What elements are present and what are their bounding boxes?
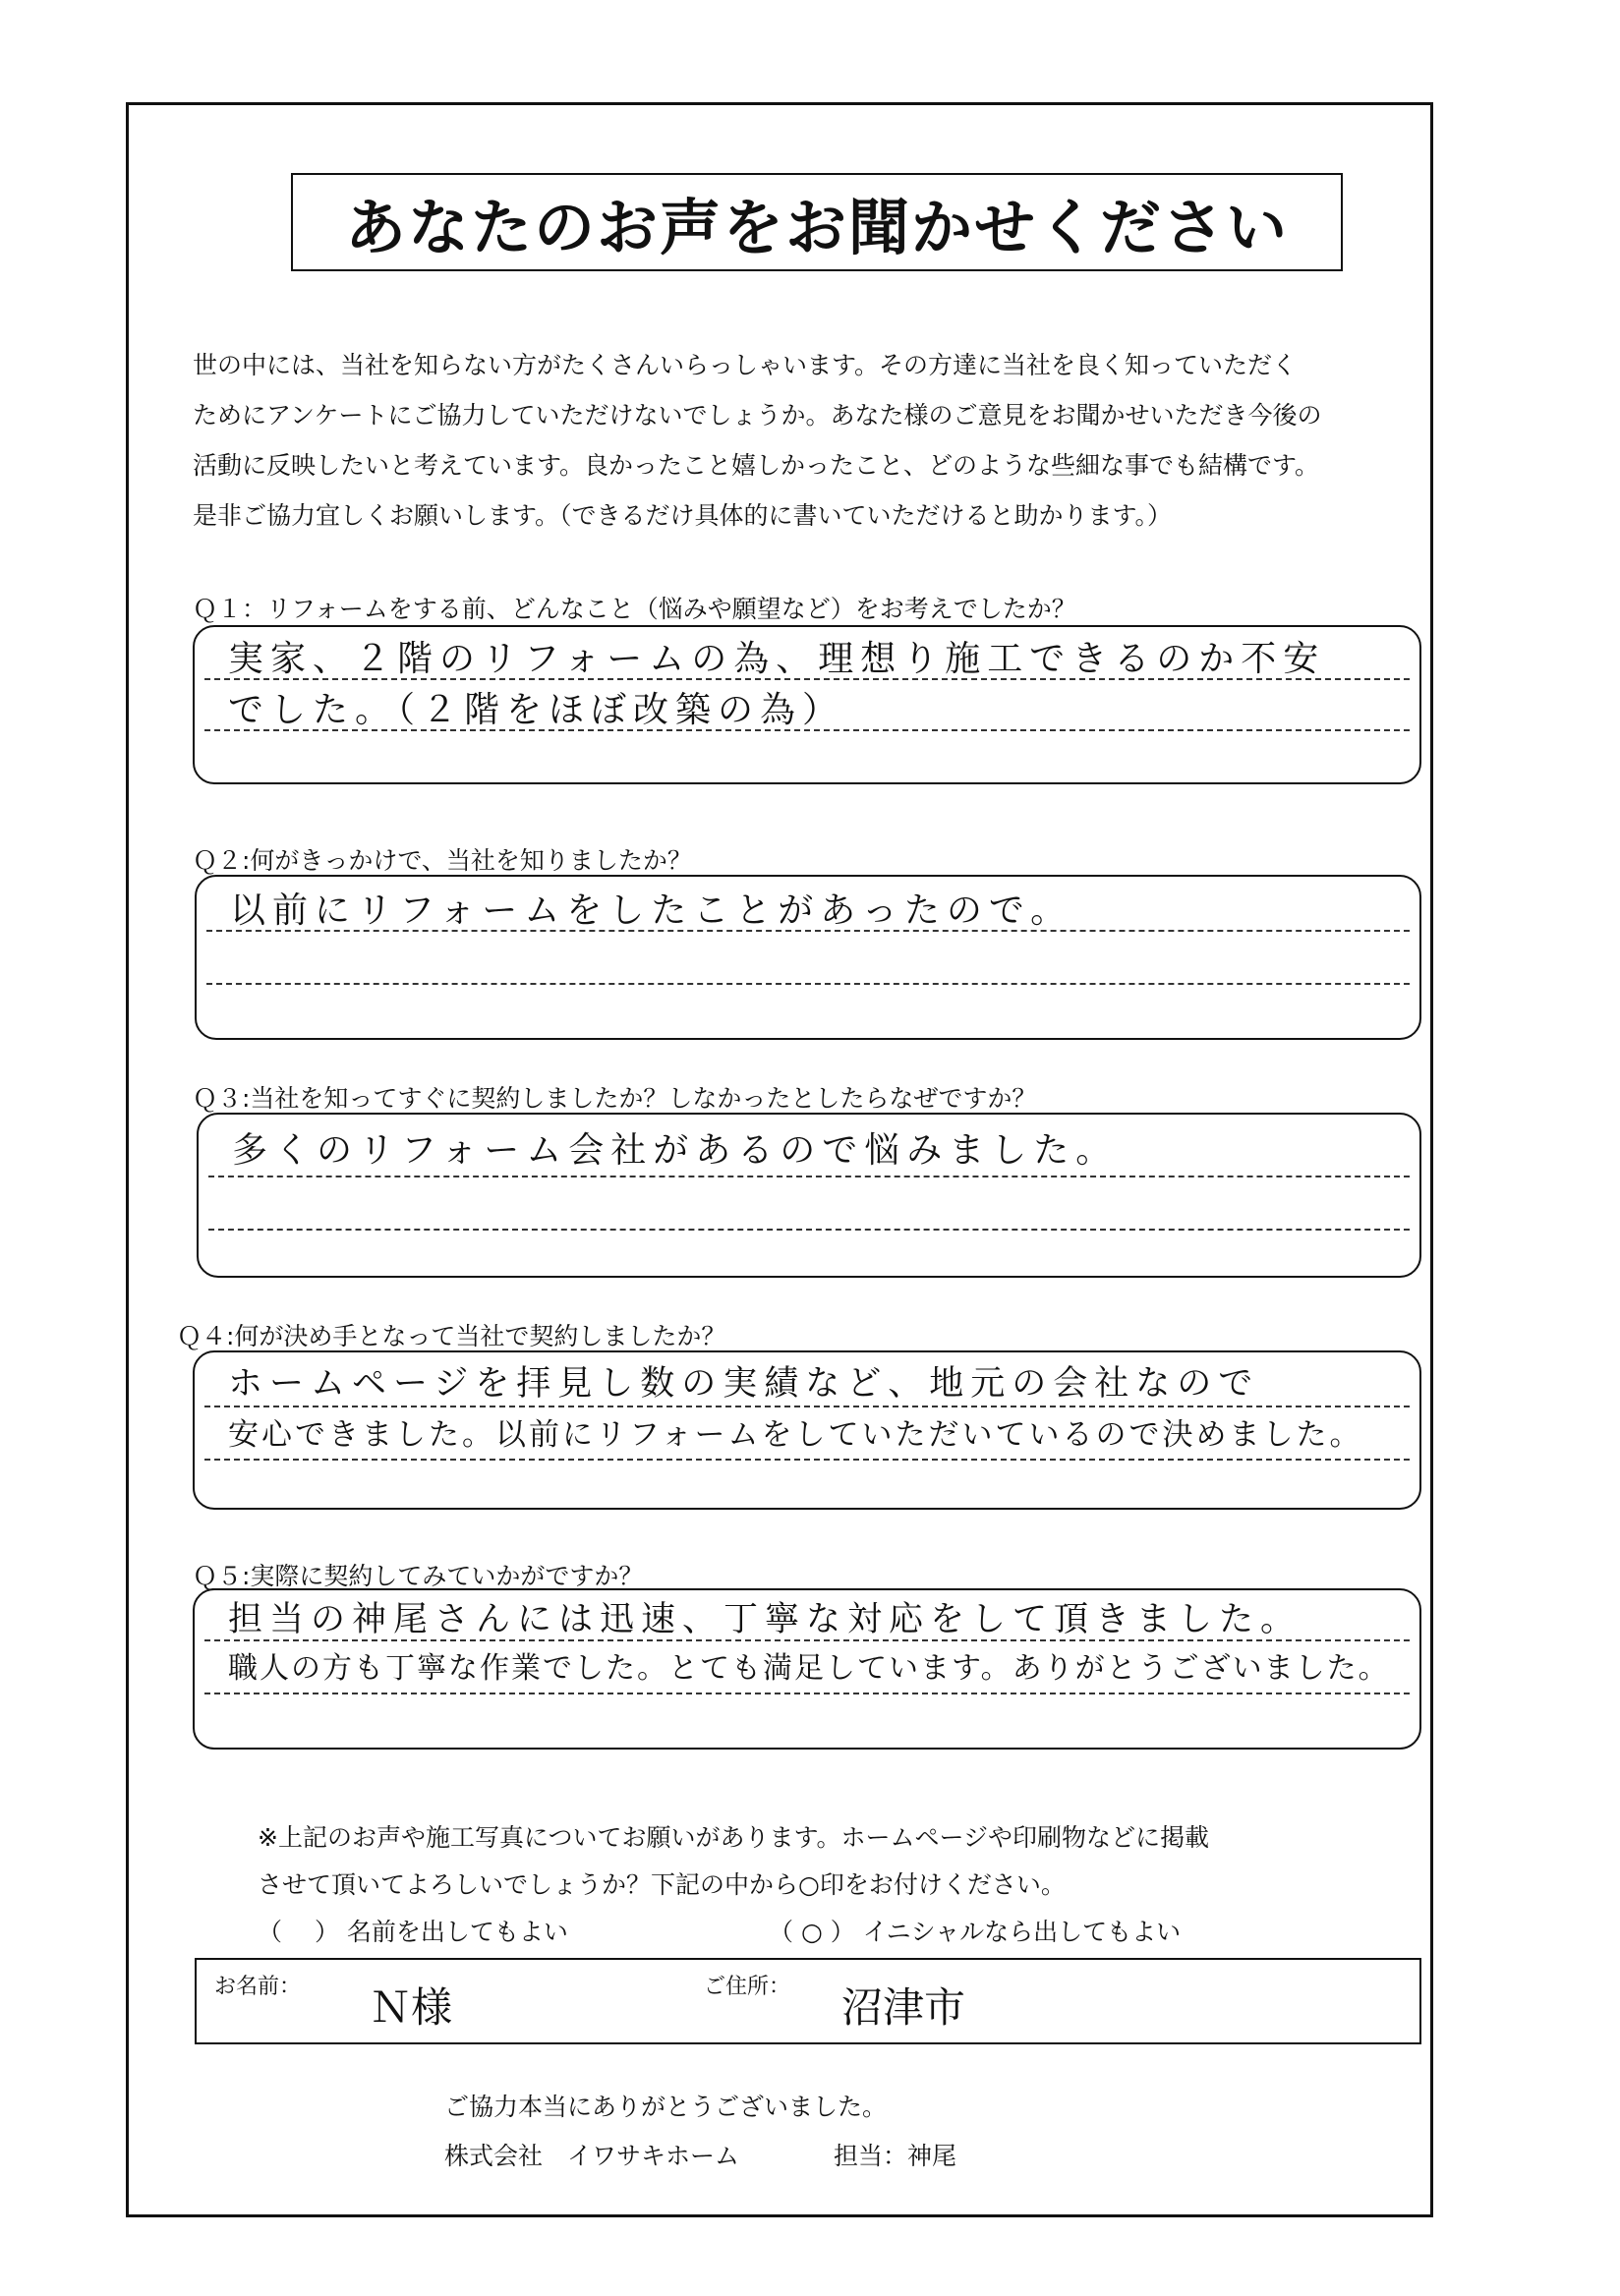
intro-line: 是非ご協力宜しくお願いします。（できるだけ具体的に書いていただけると助かります。） (193, 501, 1173, 530)
answer-handwriting: 職人の方も丁寧な作業でした。とても満足しています。ありがとうございました。 (228, 1651, 1390, 1686)
company-name: 株式会社 イワサキホーム (444, 2142, 740, 2170)
option-text: イニシャルなら出してもよい (862, 1918, 1182, 1946)
question-4-label: Ｑ４:何が決め手となって当社で契約しましたか？ (177, 1322, 726, 1350)
answer-handwriting: 担当の神尾さんには迅速、丁寧な対応をして頂きました。 (228, 1600, 1302, 1639)
page-title: あなたのお声をお聞かせください (344, 191, 1289, 263)
answer-ruled-line (204, 1406, 1410, 1407)
option-name-ok[interactable] (258, 1913, 568, 1948)
publication-notice: させて頂いてよろしいでしょうか？下記の中から○印をお付けください。 (258, 1870, 1066, 1899)
answer-handwriting: 安心できました。以前にリフォームをしていただいているので決めました。 (228, 1417, 1363, 1453)
question-1-label: Ｑ１：リフォームをする前、どんなこと（悩みや願望など）をお考えでしたか？ (193, 595, 1076, 623)
answer-handwriting: 多くのリフォーム会社があるので悩みました。 (232, 1130, 1119, 1171)
question-5-label: Ｑ５:実際に契約してみていかがですか？ (193, 1562, 644, 1590)
thanks-text: ご協力本当にありがとうございました。 (444, 2093, 888, 2121)
intro-line: 活動に反映したいと考えています。良かったこと嬉しかったこと、どのような些細な事でも結構です。 (193, 451, 1320, 480)
option-mark: （ ） (258, 1918, 339, 1946)
question-3-label: Ｑ３:当社を知ってすぐに契約しましたか？しなかったとしたらなぜですか？ (193, 1084, 1037, 1113)
name-address-box (195, 1958, 1421, 2044)
answer-ruled-line (208, 1229, 1410, 1231)
answer-ruled-line (208, 1176, 1410, 1177)
intro-line: ためにアンケートにご協力していただけないでしょうか。あなた様のご意見をお聞かせいただき今後の (193, 401, 1322, 430)
question-5-answer-box[interactable] (193, 1588, 1421, 1750)
address-value[interactable]: 沼津市 (841, 1983, 966, 2032)
publication-notice: ※上記のお声や施工写真についてお願いがあります。ホームページや印刷物などに掲載 (258, 1823, 1209, 1852)
option-text: 名前を出してもよい (346, 1918, 568, 1946)
address-label: ご住所： (704, 1975, 791, 1999)
option-mark: （ ○ ） (769, 1918, 855, 1946)
answer-handwriting: ホームページを拝見し数の実績など、地元の会社なので (228, 1364, 1260, 1404)
answer-ruled-line (204, 1459, 1410, 1461)
intro-line: 世の中には、当社を知らない方がたくさんいらっしゃいます。その方達に当社を良く知っていただく (193, 351, 1298, 379)
name-value[interactable]: Ｎ様 (370, 1983, 453, 2032)
question-2-label: Ｑ２:何がきっかけで、当社を知りましたか？ (193, 846, 692, 875)
name-label: お名前： (214, 1975, 302, 1999)
answer-handwriting: 以前にリフォームをしたことがあったので。 (230, 890, 1073, 931)
question-3-answer-box[interactable] (197, 1113, 1421, 1278)
question-1-answer-box[interactable] (193, 625, 1421, 784)
answer-handwriting: でした。（２階をほぼ改築の為） (228, 690, 845, 730)
title-box (291, 173, 1343, 271)
answer-handwriting: 実家、２階のリフォームの為、理想り施工できるのか不安 (228, 639, 1326, 679)
question-4-answer-box[interactable] (193, 1350, 1421, 1510)
intro-text (193, 340, 1421, 541)
option-initial-ok[interactable] (769, 1913, 1181, 1948)
answer-ruled-line (206, 983, 1410, 985)
answer-ruled-line (204, 1693, 1410, 1694)
question-2-answer-box[interactable] (195, 875, 1421, 1040)
staff-name: 担当：神尾 (834, 2142, 957, 2170)
